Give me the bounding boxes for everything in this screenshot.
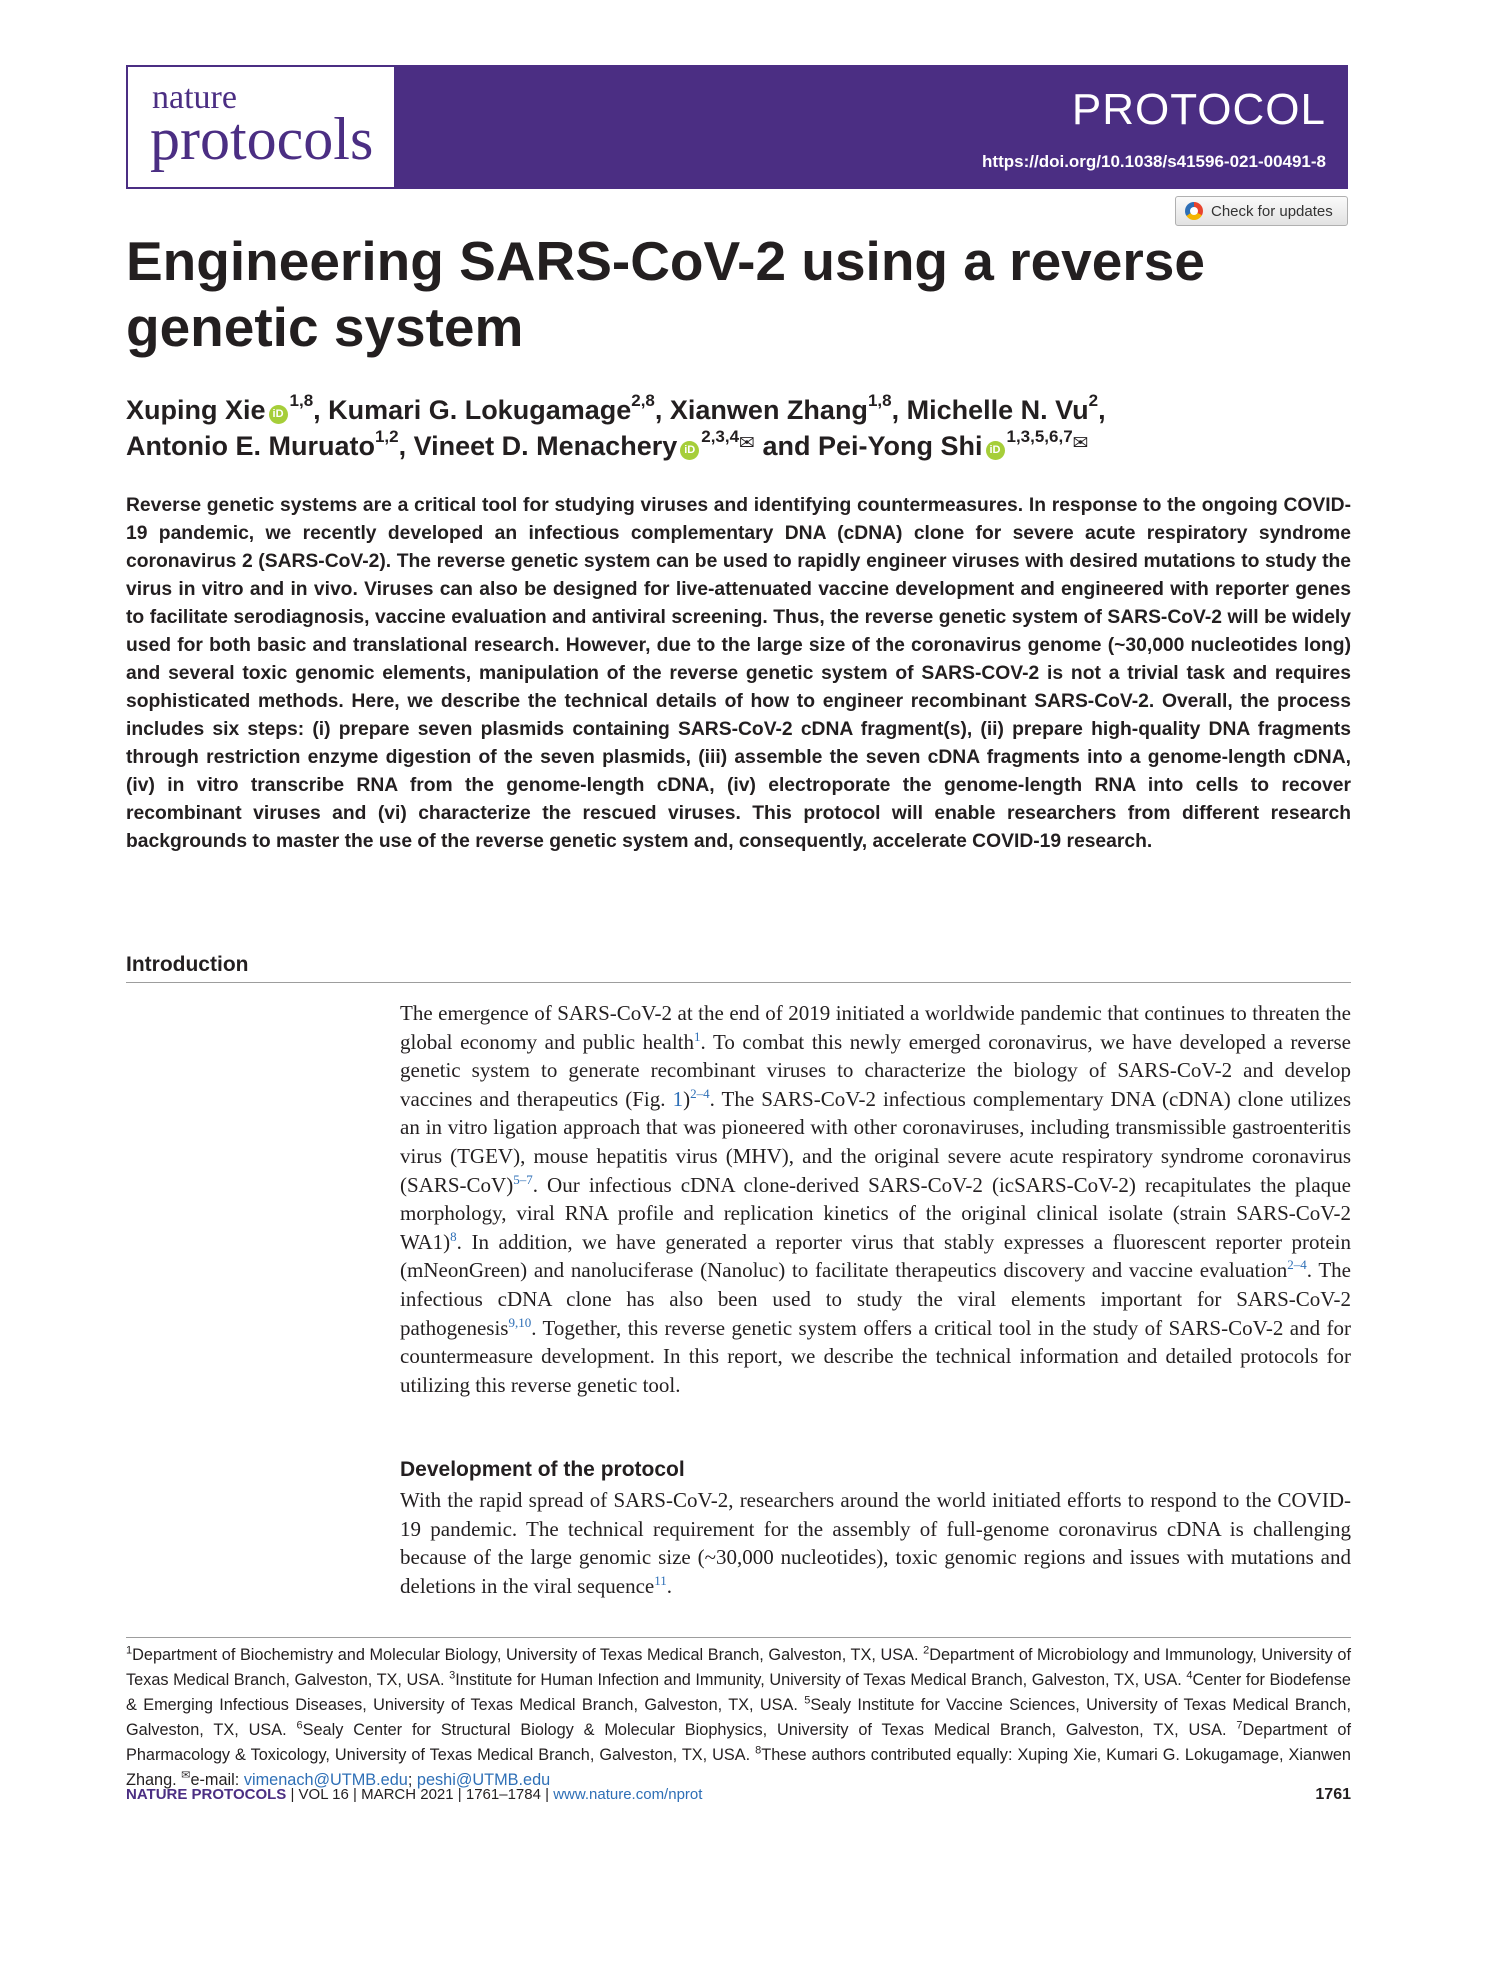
affiliation-text: Center for Biodefense & Emerging Infectious Diseases, University of Texas Medical Branch, Galveston, TX, USA. <box>126 1671 1351 1714</box>
affiliation-text: ; <box>407 1771 417 1789</box>
author-separator: , <box>313 395 329 425</box>
footer-date: MARCH 2021 <box>361 1786 454 1803</box>
footnote-divider <box>126 1637 1351 1638</box>
author-affiliation-sup: 2,8 <box>631 391 655 410</box>
logo-nature-text: nature <box>152 79 237 116</box>
author-affiliation-sup: 2,3,4 <box>701 427 740 446</box>
affiliation-text: These authors contributed equally: Xuping Xie, Kumari G. Lokugamage, Xianwen Zhang. <box>126 1746 1351 1789</box>
page-number: 1761 <box>1315 1786 1351 1803</box>
footer-separator: | <box>348 1786 362 1803</box>
crossmark-icon <box>1185 202 1203 220</box>
author-affiliation-sup: 1,3,5,6,7 <box>1006 427 1073 446</box>
affiliation-number: 2 <box>923 1644 930 1657</box>
citation-ref[interactable]: 2–4 <box>690 1085 710 1101</box>
author-affiliation-sup: 1,2 <box>374 427 399 446</box>
development-heading: Development of the protocol <box>400 1458 685 1481</box>
author-affiliation-sup: 1,8 <box>867 391 892 410</box>
orcid-icon[interactable]: iD <box>986 441 1005 460</box>
footer-pages: 1761–1784 <box>465 1786 541 1803</box>
author-separator: , <box>654 395 670 425</box>
email-link[interactable]: vimenach@UTMB.edu <box>243 1771 408 1789</box>
author-name[interactable]: Xuping Xie <box>126 395 266 425</box>
footer-separator: | <box>453 1786 466 1803</box>
page-footer <box>126 1786 702 1803</box>
citation-ref[interactable]: 9,10 <box>508 1314 532 1330</box>
email-link[interactable]: peshi@UTMB.edu <box>416 1771 551 1789</box>
citation-ref: ✉ <box>181 1769 191 1782</box>
intro-text: The emergence of SARS-CoV-2 at the end of 2019 initiated a worldwide pandemic that continues to threaten the global economy and public health <box>400 1001 1351 1054</box>
author-list <box>126 393 1351 463</box>
article-type: PROTOCOL <box>1071 85 1326 134</box>
affiliation-text: Department of Microbiology and Immunology, University of Texas Medical Branch, Galveston, TX, USA. <box>126 1646 1351 1689</box>
author-separator: , <box>891 395 907 425</box>
envelope-icon[interactable]: ✉ <box>739 433 755 454</box>
introduction-heading: Introduction <box>126 953 249 976</box>
development-text: . <box>666 1573 673 1598</box>
affiliation-number: 5 <box>804 1694 811 1707</box>
intro-text: . The infectious cDNA clone has also been used to study the viral elements important for SARS-CoV-2 pathogenesis <box>400 1258 1351 1340</box>
affiliation-number: 1 <box>126 1644 133 1657</box>
affiliation-number: 6 <box>296 1719 303 1732</box>
author-name[interactable]: Vineet D. Menachery <box>413 431 678 461</box>
intro-text: . To combat this newly emerged coronavirus, we have developed a reverse genetic system to generate recombinant viruses to characterize the biology of SARS-CoV-2 and develop vaccines and therapeutics (Fig. <box>400 1029 1351 1111</box>
affiliation-text: Sealy Institute for Vaccine Sciences, University of Texas Medical Branch, Galveston, TX, USA. <box>126 1696 1351 1739</box>
intro-text: . In addition, we have generated a reporter virus that stably expresses a fluorescent reporter protein (mNeonGreen) and nanoluciferase (Nanoluc) to facilitate therapeutics discovery and vaccine evaluation <box>400 1229 1351 1283</box>
affiliation-text: Department of Biochemistry and Molecular Biology, University of Texas Medical Branch, Galveston, TX, USA. <box>132 1646 924 1664</box>
footer-volume: VOL 16 <box>298 1786 349 1803</box>
affiliation-text: Sealy Center for Structural Biology & Molecular Biophysics, University of Texas Medical Branch, Galveston, TX, USA. <box>302 1721 1237 1739</box>
logo-protocols-text: protocols <box>150 106 374 172</box>
intro-text: . The SARS-CoV-2 infectious complementary DNA (cDNA) clone utilizes an in vitro ligation approach that was pioneered with other coronaviruses, including transmissible gastroenteritis virus (TGEV), mouse hepatitis virus (MHV), and the original severe acute respiratory syndrome coronavirus (SARS-CoV) <box>400 1086 1351 1197</box>
intro-text: ) <box>683 1086 691 1111</box>
affiliation-text: e-mail: <box>190 1771 244 1789</box>
orcid-icon[interactable]: iD <box>680 441 699 460</box>
envelope-icon[interactable]: ✉ <box>1072 433 1089 454</box>
citation-ref[interactable]: 8 <box>450 1228 457 1244</box>
citation-ref[interactable]: 2–4 <box>1287 1257 1307 1273</box>
check-updates-label: Check for updates <box>1211 202 1333 220</box>
intro-text: . Together, this reverse genetic system offers a critical tool in the study of SARS-CoV-2 and for countermeasure development. In this report, we describe the technical information and detailed protocols for utilizing this reverse genetic tool. <box>400 1315 1351 1397</box>
affiliation-number: 7 <box>1236 1719 1243 1732</box>
footer-website-link[interactable]: www.nature.com/nprot <box>553 1786 703 1803</box>
author-name[interactable]: Kumari G. Lokugamage <box>328 395 632 425</box>
section-divider <box>126 982 1351 983</box>
citation-ref[interactable]: 5–7 <box>513 1171 533 1187</box>
article-title: Engineering SARS-CoV-2 using a reverse genetic system <box>126 230 1205 358</box>
intro-text: . Our infectious cDNA clone-derived SARS-CoV-2 (icSARS-CoV-2) recapitulates the plaque morphology, viral RNA profile and replication kinetics of the original clinical isolate (strain SARS-CoV-2 WA1) <box>400 1172 1351 1254</box>
affiliation-number: 4 <box>1186 1669 1193 1682</box>
header-banner <box>396 65 1348 189</box>
journal-logo[interactable] <box>126 65 396 189</box>
development-text: With the rapid spread of SARS-CoV-2, researchers around the world initiated efforts to respond to the COVID-19 pandemic. The technical requirement for the assembly of full-genome coronavirus cDNA is challenging because of the large genomic size (~30,000 nucleotides), toxic genomic regions and issues with mutations and deletions in the viral sequence <box>400 1488 1351 1598</box>
author-name[interactable]: Xianwen Zhang <box>669 395 868 425</box>
author-name[interactable]: Michelle N. Vu <box>906 395 1089 425</box>
affiliation-number: 3 <box>449 1669 456 1682</box>
footer-separator: | <box>540 1786 554 1803</box>
affiliation-number: 8 <box>755 1744 762 1757</box>
abstract: Reverse genetic systems are a critical tool for studying viruses and identifying countermeasures. In response to the ongoing COVID-19 pandemic, we recently developed an infectious complementary DNA (cDNA) clone for severe acute respiratory syndrome coronavirus 2 (SARS-CoV-2). The reverse genetic system can be used to rapidly engineer viruses with desired mutations to study the virus in vitro and in vivo. Viruses can also be designed for live-attenuated vaccine development and engineered with reporter genes to facilitate serodiagnosis, vaccine evaluation and antiviral screening. Thus, the reverse genetic system of SARS-CoV-2 will be widely used for both basic and translational research. However, due to the large size of the coronavirus genome (~30,000 nucleotides long) and several toxic genomic elements, manipulation of the reverse genetic system of SARS-COV-2 is not a trivial task and requires sophisticated methods. Here, we describe the technical details of how to engineer recombinant SARS-CoV-2. Overall, the process includes six steps: (i) prepare seven plasmids containing SARS-CoV-2 cDNA fragment(s), (ii) prepare high-quality DNA fragments through restriction enzyme digestion of the seven plasmids, (iii) assemble the seven cDNA fragments into a genome-length cDNA, (iv) in vitro transcribe RNA from the genome-length cDNA, (iv) electroporate the genome-length RNA into cells to recover recombinant viruses and (vi) characterize the rescued viruses. This protocol will enable researchers from different research backgrounds to master the use of the reverse genetic system and, consequently, accelerate COVID-19 research. <box>126 495 1351 852</box>
affiliation-text: Department of Pharmacology & Toxicology, University of Texas Medical Branch, Galveston, TX, USA. <box>126 1721 1351 1764</box>
affiliations <box>126 1643 1351 1793</box>
affiliation-text: Institute for Human Infection and Immunity, University of Texas Medical Branch, Galveston, TX, USA. <box>455 1671 1187 1689</box>
development-paragraph <box>400 1486 1351 1600</box>
introduction-paragraph <box>400 999 1351 1399</box>
author-name[interactable]: Antonio E. Muruato <box>126 431 375 461</box>
footer-separator: | <box>286 1786 299 1803</box>
author-separator: , <box>398 431 414 461</box>
check-updates-button[interactable] <box>1175 196 1348 226</box>
author-affiliation-sup: 2 <box>1088 391 1099 410</box>
author-separator: , <box>1098 395 1106 425</box>
citation-ref[interactable]: 11 <box>654 1572 667 1588</box>
author-name[interactable]: Pei-Yong Shi <box>817 431 983 461</box>
footer-journal: NATURE PROTOCOLS <box>126 1786 287 1803</box>
doi-link[interactable]: https://doi.org/10.1038/s41596-021-00491-8 <box>982 152 1326 171</box>
author-affiliation-sup: 1,8 <box>289 391 314 410</box>
author-separator: and <box>754 431 818 461</box>
citation-ref[interactable]: 1 <box>694 1028 701 1044</box>
figure-ref-link[interactable]: 1 <box>672 1086 684 1111</box>
orcid-icon[interactable]: iD <box>269 405 288 424</box>
